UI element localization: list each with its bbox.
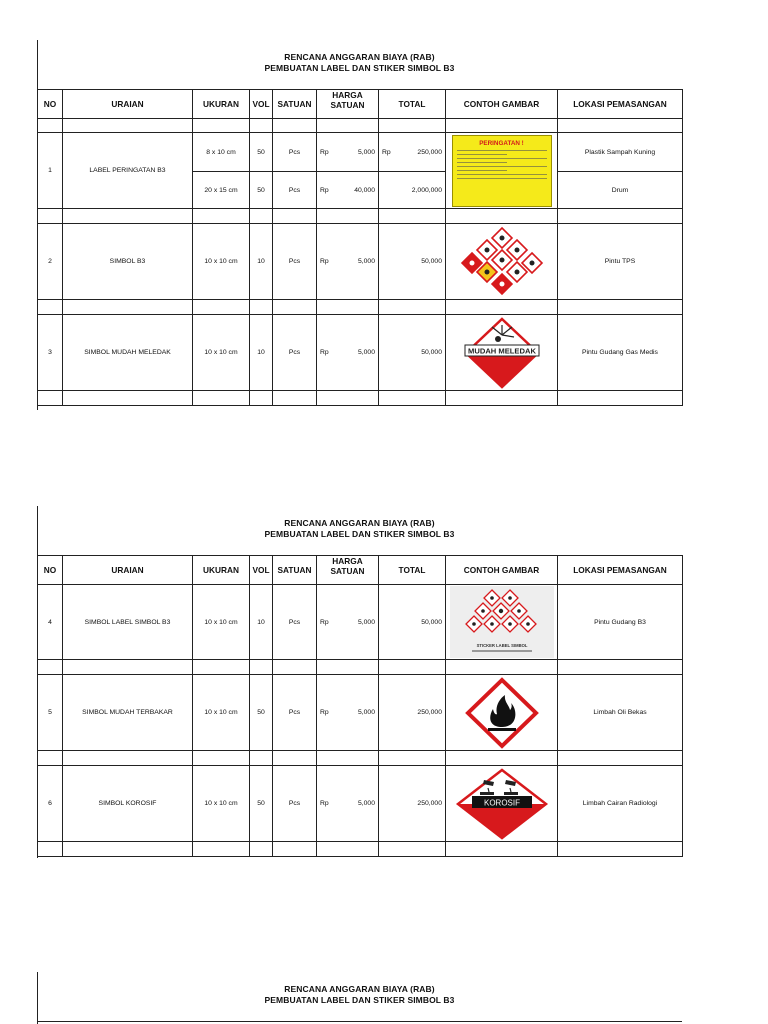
header-total: TOTAL (379, 556, 446, 585)
row-ukuran: 20 x 15 cm (193, 172, 250, 209)
harga-value: 40,000 (354, 186, 375, 194)
doc-title-3 (37, 984, 682, 1006)
row-harga (317, 172, 379, 209)
row-vol: 10 (250, 315, 273, 391)
explosive-symbol-image (446, 315, 558, 391)
header-row (38, 90, 683, 119)
row-harga (317, 675, 379, 751)
harga-value: 5,000 (357, 148, 375, 156)
corrosive-label-text: KOROSIF (483, 798, 520, 807)
row-satuan: Pcs (273, 224, 317, 300)
spacer-row (38, 119, 683, 133)
header-uraian: URAIAN (63, 90, 193, 119)
spacer-row (38, 751, 683, 766)
row-uraian: SIMBOL MUDAH TERBAKAR (63, 675, 193, 751)
corrosive-diamond-icon (454, 768, 550, 840)
sticker-sheet-text: STICKER LABEL SIMBOL (476, 643, 527, 648)
yellow-label-graphic (452, 135, 552, 207)
row-harga (317, 224, 379, 300)
row-harga (317, 315, 379, 391)
row-no: 6 (38, 766, 63, 842)
row-total: 50,000 (379, 585, 446, 660)
currency-label: Rp (382, 148, 391, 156)
rab-table-1 (37, 89, 683, 406)
header-row (38, 556, 683, 585)
header-contoh: CONTOH GAMBAR (446, 556, 558, 585)
row-total (379, 133, 446, 172)
title-line-2: PEMBUATAN LABEL DAN STIKER SIMBOL B3 (264, 995, 455, 1005)
b3-sticker-sheet-image (446, 585, 558, 660)
hazard-diamonds-icon (455, 226, 549, 298)
row-lokasi: Drum (558, 172, 683, 209)
row-no: 5 (38, 675, 63, 751)
warning-label-image (446, 133, 558, 209)
title-line-1: RENCANA ANGGARAN BIAYA (RAB) (284, 518, 435, 528)
header-lokasi: LOKASI PEMASANGAN (558, 556, 683, 585)
row-lokasi: Plastik Sampah Kuning (558, 133, 683, 172)
row-satuan: Pcs (273, 133, 317, 172)
table-row (38, 585, 683, 660)
currency-label: Rp (320, 800, 329, 807)
row-satuan: Pcs (273, 172, 317, 209)
row-vol: 10 (250, 585, 273, 660)
title-line-1: RENCANA ANGGARAN BIAYA (RAB) (284, 984, 435, 994)
title-line-2: PEMBUATAN LABEL DAN STIKER SIMBOL B3 (264, 529, 455, 539)
header-satuan: SATUAN (273, 90, 317, 119)
row-lokasi: Pintu Gudang Gas Medis (558, 315, 683, 391)
label-heading: PERINGATAN ! (479, 139, 524, 147)
row-uraian: SIMBOL KOROSIF (63, 766, 193, 842)
rab-section-1 (37, 40, 682, 410)
spacer-row (38, 842, 683, 857)
currency-label: Rp (320, 148, 329, 156)
title-line-1: RENCANA ANGGARAN BIAYA (RAB) (284, 52, 435, 62)
row-harga (317, 585, 379, 660)
row-total: 50,000 (379, 224, 446, 300)
row-satuan: Pcs (273, 585, 317, 660)
row-vol: 50 (250, 133, 273, 172)
row-total: 250,000 (379, 766, 446, 842)
header-harga: HARGA SATUAN (317, 556, 379, 585)
row-uraian: SIMBOL MUDAH MELEDAK (63, 315, 193, 391)
row-vol: 50 (250, 675, 273, 751)
header-uraian: URAIAN (63, 556, 193, 585)
table-row (38, 766, 683, 842)
row-satuan: Pcs (273, 675, 317, 751)
row-no: 1 (38, 133, 63, 209)
harga-value: 5,000 (357, 709, 375, 716)
header-ukuran: UKURAN (193, 556, 250, 585)
row-lokasi: Limbah Oli Bekas (558, 675, 683, 751)
rab-section-3 (37, 972, 682, 1024)
harga-value: 5,000 (357, 349, 375, 356)
header-harga: HARGA SATUAN (317, 90, 379, 119)
row-ukuran: 10 x 10 cm (193, 766, 250, 842)
spacer-row (38, 660, 683, 675)
table-row (38, 675, 683, 751)
row-harga (317, 766, 379, 842)
doc-title-1 (37, 52, 682, 74)
header-vol: VOL (250, 556, 273, 585)
spacer-row (38, 391, 683, 406)
harga-value: 5,000 (357, 618, 375, 626)
currency-label: Rp (320, 186, 329, 194)
row-uraian: SIMBOL B3 (63, 224, 193, 300)
row-no: 3 (38, 315, 63, 391)
row-uraian: SIMBOL LABEL SIMBOL B3 (63, 585, 193, 660)
doc-title-2 (37, 518, 682, 540)
row-ukuran: 10 x 10 cm (193, 675, 250, 751)
row-harga (317, 133, 379, 172)
table-row (38, 224, 683, 300)
row-no: 4 (38, 585, 63, 660)
flammable-symbol-image (446, 675, 558, 751)
row-satuan: Pcs (273, 766, 317, 842)
row-no: 2 (38, 224, 63, 300)
currency-label: Rp (320, 709, 329, 716)
row-lokasi: Pintu TPS (558, 224, 683, 300)
row-vol: 10 (250, 224, 273, 300)
row-satuan: Pcs (273, 315, 317, 391)
row-vol: 50 (250, 172, 273, 209)
header-lokasi: LOKASI PEMASANGAN (558, 90, 683, 119)
b3-symbols-image (446, 224, 558, 300)
spacer-row (38, 209, 683, 224)
table-top-border (37, 1021, 682, 1022)
total-value: 250,000 (417, 148, 442, 156)
header-ukuran: UKURAN (193, 90, 250, 119)
rab-table-2 (37, 555, 683, 857)
row-ukuran: 10 x 10 cm (193, 315, 250, 391)
currency-label: Rp (320, 618, 329, 626)
sticker-sheet-icon (450, 586, 554, 658)
corrosive-symbol-image (446, 766, 558, 842)
row-lokasi: Limbah Cairan Radiologi (558, 766, 683, 842)
table-row (38, 133, 683, 172)
header-satuan: SATUAN (273, 556, 317, 585)
header-no: NO (38, 556, 63, 585)
row-vol: 50 (250, 766, 273, 842)
row-ukuran: 10 x 10 cm (193, 585, 250, 660)
row-ukuran: 10 x 10 cm (193, 224, 250, 300)
row-total: 2,000,000 (379, 172, 446, 209)
currency-label: Rp (320, 349, 329, 356)
spacer-row (38, 300, 683, 315)
header-contoh: CONTOH GAMBAR (446, 90, 558, 119)
row-uraian: LABEL PERINGATAN B3 (63, 133, 193, 209)
row-total: 250,000 (379, 675, 446, 751)
row-total: 50,000 (379, 315, 446, 391)
currency-label: Rp (320, 258, 329, 265)
row-ukuran: 8 x 10 cm (193, 133, 250, 172)
title-line-2: PEMBUATAN LABEL DAN STIKER SIMBOL B3 (264, 63, 455, 73)
header-no: NO (38, 90, 63, 119)
header-vol: VOL (250, 90, 273, 119)
table-row (38, 315, 683, 391)
rab-section-2 (37, 506, 682, 858)
harga-value: 5,000 (357, 800, 375, 807)
explosive-diamond-icon (462, 317, 542, 389)
harga-value: 5,000 (357, 258, 375, 265)
flame-diamond-icon (465, 677, 539, 749)
row-lokasi: Pintu Gudang B3 (558, 585, 683, 660)
explosive-label-text: MUDAH MELEDAK (467, 346, 536, 355)
header-total: TOTAL (379, 90, 446, 119)
